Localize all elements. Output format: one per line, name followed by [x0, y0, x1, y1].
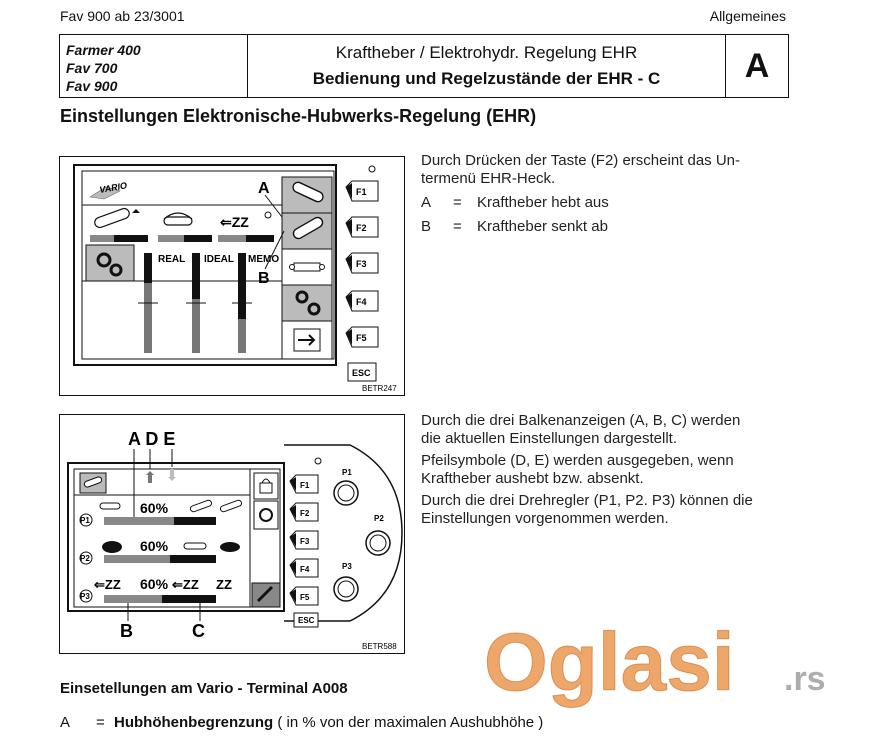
para2-line2: Kraftheber aushebt bzw. absenkt. [421, 470, 644, 487]
footer-def-key: A [60, 714, 71, 731]
key-f5[interactable] [346, 327, 378, 347]
svg-text:P2: P2 [374, 514, 384, 523]
lift-status-icon [80, 473, 106, 493]
figure-ehr-terminal-drawing [60, 157, 403, 394]
svg-text:F4: F4 [300, 565, 310, 574]
footer-title: Einsetellungen am Vario - Terminal A008 [60, 680, 348, 697]
svg-text:F5: F5 [300, 593, 310, 602]
callouts-a-d-e: A D E [128, 429, 176, 449]
definition-row-b [421, 218, 781, 236]
para1-line2: die aktuellen Einstellungen dargestellt. [421, 430, 678, 447]
key-f1[interactable] [346, 181, 378, 201]
key-esc[interactable] [294, 613, 318, 627]
svg-text:⇐ZZ: ⇐ZZ [172, 577, 199, 592]
settings-gear-icon [86, 245, 134, 281]
svg-text:⇐ZZ: ⇐ZZ [94, 577, 121, 592]
model-item: Farmer 400 [66, 42, 141, 58]
svg-text:F1: F1 [300, 481, 310, 490]
figure-vario-terminal [59, 414, 405, 654]
percent-row3: 60% [140, 576, 169, 592]
header-box [59, 34, 789, 98]
svg-text:F5: F5 [356, 333, 367, 343]
row-label-p2: P2 [80, 554, 90, 563]
para1-line1: Durch die drei Balkenanzeigen (A, B, C) werden [421, 412, 741, 429]
text-block-2 [421, 412, 801, 528]
watermark-tld: .rs [784, 660, 826, 698]
key-f1[interactable] [290, 475, 318, 493]
header-title-line2: Bedienung und Regelzustände der EHR - C [312, 69, 661, 88]
def-desc: Kraftheber hebt aus [477, 194, 609, 211]
model-item: Fav 900 [66, 78, 118, 94]
header-title [248, 35, 726, 97]
intro-line1: Durch Drücken der Taste (F2) erscheint das Un- [421, 152, 741, 169]
para2-line1: Pfeilsymbole (D, E) werden ausgegeben, wenn [421, 452, 734, 469]
def-desc: Kraftheber senkt ab [477, 218, 608, 235]
section-title: Einstellungen Elektronische-Hubwerks-Regelung (EHR) [60, 106, 537, 126]
definition-row-a [421, 194, 781, 212]
key-f4[interactable] [346, 291, 378, 311]
key-f2[interactable] [346, 217, 378, 237]
svg-text:P1: P1 [342, 468, 352, 477]
figure-code: BETR588 [362, 642, 397, 651]
svg-text:F4: F4 [356, 297, 367, 307]
def-eq: = [453, 218, 462, 235]
def-eq: = [453, 194, 462, 211]
svg-text:⇐ZZ: ⇐ZZ [220, 214, 249, 230]
figure-vario-terminal-drawing [60, 415, 403, 652]
key-f2[interactable] [290, 503, 318, 521]
chapter-letter: A [744, 46, 770, 85]
svg-text:F1: F1 [356, 187, 367, 197]
header-title-line1: Kraftheber / Elektrohydr. Regelung EHR [335, 43, 638, 62]
watermark-brand: Oglasi [484, 617, 735, 708]
document-section: Allgemeines [709, 8, 786, 24]
para3-line2: Einstellungen vorgenommen werden. [421, 510, 669, 527]
footer-def-term: Hubhöhenbegrenzung [114, 714, 274, 731]
svg-text:P3: P3 [342, 562, 352, 571]
dial-settings-icon [254, 501, 278, 529]
para3-line1: Durch die drei Drehregler (P1, P2. P3) können die [421, 492, 753, 509]
row-label-p3: P3 [80, 592, 90, 601]
svg-text:F3: F3 [300, 537, 310, 546]
intro-line2: termenü EHR-Heck. [421, 170, 556, 187]
key-f3[interactable] [290, 531, 318, 549]
callout-c: C [192, 621, 205, 641]
percent-row1: 60% [140, 500, 169, 516]
svg-text:F2: F2 [356, 223, 367, 233]
model-item: Fav 700 [66, 60, 118, 76]
vario-logo-text: VARIO [98, 180, 128, 195]
callout-b: B [258, 270, 270, 287]
callout-b: B [120, 621, 133, 641]
key-f5[interactable] [290, 587, 318, 605]
def-key: A [421, 194, 432, 211]
footer-definition [60, 714, 543, 731]
model-list [60, 35, 248, 97]
def-key: B [421, 218, 432, 235]
key-f3[interactable] [346, 253, 378, 273]
svg-text:ZZ: ZZ [216, 577, 232, 592]
bar-label-ideal: IDEAL [204, 254, 234, 265]
figure-code: BETR247 [362, 384, 397, 393]
callout-a: A [258, 180, 270, 197]
document-model-ref: Fav 900 ab 23/3001 [60, 8, 185, 24]
svg-text:F3: F3 [356, 259, 367, 269]
svg-text:F2: F2 [300, 509, 310, 518]
key-esc[interactable] [348, 363, 376, 381]
bar-label-real: REAL [158, 254, 186, 265]
figure-ehr-terminal [59, 156, 405, 396]
row-label-p1: P1 [80, 516, 90, 525]
footer-def-eq: = [96, 714, 105, 731]
rabbit-icon [220, 542, 240, 552]
watermark-logo [484, 608, 864, 713]
lock-icon [254, 473, 278, 499]
footer-def-rest: ( in % von der maximalen Aushubhöhe ) [273, 714, 544, 731]
svg-text:ESC: ESC [352, 368, 371, 378]
text-block-1 [421, 152, 781, 236]
turtle-icon [102, 541, 122, 553]
bar-label-memo: MEMO [248, 254, 280, 265]
key-f4[interactable] [290, 559, 318, 577]
percent-row2: 60% [140, 538, 169, 554]
wrench-icon [252, 583, 280, 607]
svg-text:ESC: ESC [298, 616, 315, 625]
